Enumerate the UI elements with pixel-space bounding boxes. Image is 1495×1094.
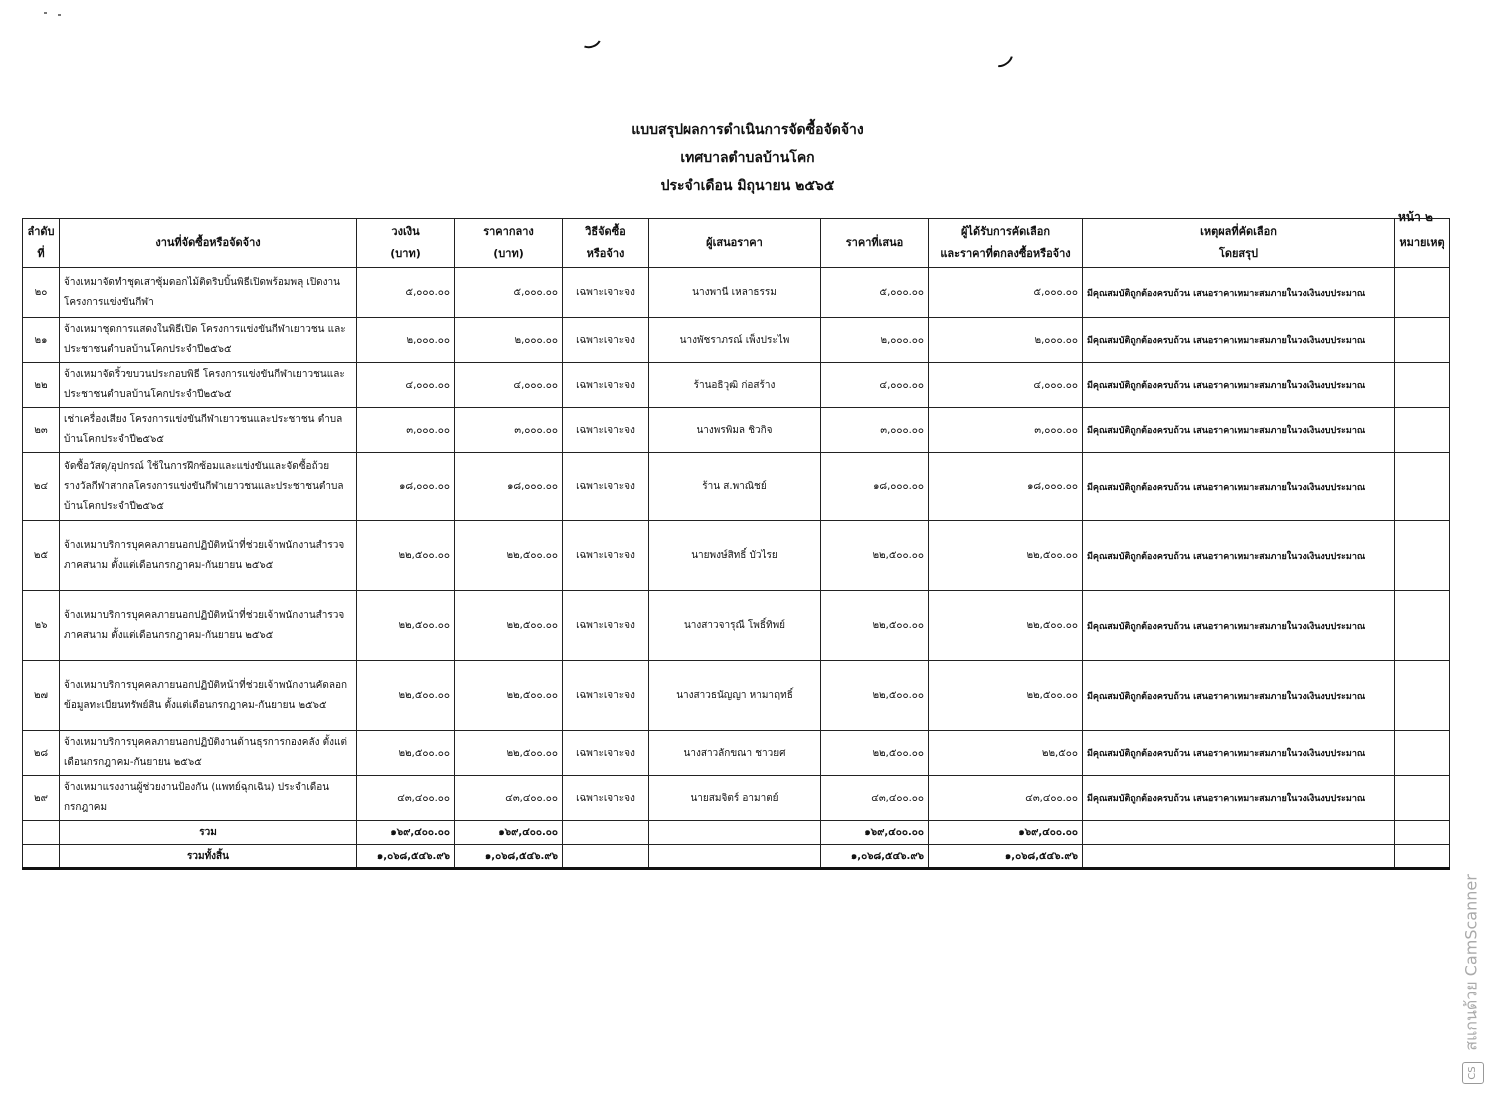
row-budget: ๔,๐๐๐.๐๐: [357, 363, 455, 408]
scan-mark: [987, 43, 1017, 72]
empty-cell: [1395, 845, 1450, 869]
row-bidder: นายสมจิตร์ อามาตย์: [649, 776, 821, 821]
row-agreed-price: ๑๘,๐๐๐.๐๐: [929, 453, 1083, 521]
row-number: ๒๒: [23, 363, 60, 408]
row-remark: [1395, 731, 1450, 776]
table-row: [23, 661, 1450, 731]
row-number: ๒๗: [23, 661, 60, 731]
organization-name: เทศบาลตำบลบ้านโคก: [680, 150, 815, 166]
empty-cell: [563, 821, 649, 845]
row-bidder: นางพัชราภรณ์ เพ็งประไพ: [649, 318, 821, 363]
row-agreed-price: ๒๒,๕๐๐.๐๐: [929, 591, 1083, 661]
row-budget: ๒๒,๕๐๐.๐๐: [357, 731, 455, 776]
row-reason: มีคุณสมบัติถูกต้องครบถ้วน เสนอราคาเหมาะสมภายในวงเงินงบประมาณ: [1083, 776, 1395, 821]
row-work: จ้างเหมาแรงงานผู้ช่วยงานป้องกัน (แพทย์ฉุกเฉิน) ประจำเดือน กรกฎาคม: [60, 776, 357, 821]
grand-total-row: [23, 845, 1450, 869]
row-remark: [1395, 363, 1450, 408]
row-work: เช่าเครื่องเสียง โครงการแข่งขันกีฬาเยาวชนและประชาชน ตำบลบ้านโคกประจำปี๒๕๖๕: [60, 408, 357, 453]
row-offered-price: ๔,๐๐๐.๐๐: [821, 363, 929, 408]
row-agreed-price: ๒,๐๐๐.๐๐: [929, 318, 1083, 363]
row-work: จ้างเหมาจัดริ้วขบวนประกอบพิธี โครงการแข่งขันกีฬาเยาวชนและประชาชนตำบลบ้านโคกประจำปี๒๕๖๕: [60, 363, 357, 408]
row-agreed-price: ๓,๐๐๐.๐๐: [929, 408, 1083, 453]
row-agreed-price: ๒๒,๕๐๐.๐๐: [929, 661, 1083, 731]
column-header-selected: ผู้ได้รับการคัดเลือก และราคาที่ตกลงซื้อหรือจ้าง: [929, 219, 1083, 268]
row-budget: ๒๒,๕๐๐.๐๐: [357, 661, 455, 731]
row-bidder: นางพานี เหลาธรรม: [649, 268, 821, 318]
table-row: [23, 776, 1450, 821]
row-median-price: ๒๒,๕๐๐.๐๐: [455, 731, 563, 776]
row-agreed-price: ๒๒,๕๐๐.๐๐: [929, 521, 1083, 591]
row-method: เฉพาะเจาะจง: [563, 591, 649, 661]
row-bidder: ร้าน ส.พาณิชย์: [649, 453, 821, 521]
table-row: [23, 363, 1450, 408]
row-method: เฉพาะเจาะจง: [563, 318, 649, 363]
row-method: เฉพาะเจาะจง: [563, 521, 649, 591]
row-reason: มีคุณสมบัติถูกต้องครบถ้วน เสนอราคาเหมาะสมภายในวงเงินงบประมาณ: [1083, 453, 1395, 521]
subtotal-median-price: ๑๖๙,๔๐๐.๐๐: [455, 821, 563, 845]
row-budget: ๔๓,๔๐๐.๐๐: [357, 776, 455, 821]
row-median-price: ๒๒,๕๐๐.๐๐: [455, 661, 563, 731]
row-agreed-price: ๒๒,๕๐๐: [929, 731, 1083, 776]
row-method: เฉพาะเจาะจง: [563, 363, 649, 408]
row-method: เฉพาะเจาะจง: [563, 731, 649, 776]
grand-total-agreed-price: ๑,๐๖๘,๕๔๖.๙๖: [929, 845, 1083, 869]
empty-cell: [1083, 821, 1395, 845]
row-bidder: นางสาวจารุณี โพธิ์ทิพย์: [649, 591, 821, 661]
camscanner-logo-icon: CS: [1462, 1062, 1484, 1084]
row-reason: มีคุณสมบัติถูกต้องครบถ้วน เสนอราคาเหมาะสมภายในวงเงินงบประมาณ: [1083, 661, 1395, 731]
row-budget: ๒๒,๕๐๐.๐๐: [357, 591, 455, 661]
row-offered-price: ๓,๐๐๐.๐๐: [821, 408, 929, 453]
document-title: แบบสรุปผลการดำเนินการจัดซื้อจัดจ้าง: [631, 122, 864, 138]
row-work: จ้างเหมาบริการบุคคลภายนอกปฏิบัติหน้าที่ช่วยเจ้าพนักงานสำรวจภาคสนาม ตั้งแต่เดือนกรกฎาคม-กันยายน ๒๕๖๕: [60, 521, 357, 591]
row-remark: [1395, 521, 1450, 591]
row-offered-price: ๕,๐๐๐.๐๐: [821, 268, 929, 318]
row-reason: มีคุณสมบัติถูกต้องครบถ้วน เสนอราคาเหมาะสมภายในวงเงินงบประมาณ: [1083, 268, 1395, 318]
report-period: ประจำเดือน มิถุนายน ๒๕๖๕: [660, 178, 835, 194]
table-row: [23, 408, 1450, 453]
subtotal-budget: ๑๖๙,๔๐๐.๐๐: [357, 821, 455, 845]
row-work: จ้างเหมาบริการบุคคลภายนอกปฏิบัติงานด้านธุรการกองคลัง ตั้งแต่เดือนกรกฎาคม-กันยายน ๒๕๖๕: [60, 731, 357, 776]
row-work: จ้างเหมาชุดการแสดงในพิธีเปิด โครงการแข่งขันกีฬาเยาวชน และประชาชนตำบลบ้านโคกประจำปี๒๕๖๕: [60, 318, 357, 363]
grand-total-offered-price: ๑,๐๖๘,๕๔๖.๙๖: [821, 845, 929, 869]
column-header-budget: วงเงิน (บาท): [357, 219, 455, 268]
row-bidder: นางสาวธนัญญา หามาฤทธิ์: [649, 661, 821, 731]
row-bidder: นางพรพิมล ชิวกิจ: [649, 408, 821, 453]
row-method: เฉพาะเจาะจง: [563, 408, 649, 453]
row-number: ๒๕: [23, 521, 60, 591]
subtotal-row: [23, 821, 1450, 845]
row-budget: ๕,๐๐๐.๐๐: [357, 268, 455, 318]
scan-speck: [44, 12, 47, 14]
row-remark: [1395, 318, 1450, 363]
row-agreed-price: ๔๓,๔๐๐.๐๐: [929, 776, 1083, 821]
subtotal-offered-price: ๑๖๙,๔๐๐.๐๐: [821, 821, 929, 845]
grand-total-label: รวมทั้งสิ้น: [60, 845, 357, 869]
row-budget: ๑๘,๐๐๐.๐๐: [357, 453, 455, 521]
row-number: ๒๖: [23, 591, 60, 661]
page-number: หน้า ๒: [1398, 210, 1433, 224]
row-offered-price: ๒๒,๕๐๐.๐๐: [821, 521, 929, 591]
row-number: ๒๔: [23, 453, 60, 521]
scanner-watermark-text: สแกนด้วย CamScanner: [1461, 874, 1481, 1051]
table-row: [23, 591, 1450, 661]
procurement-table: [22, 218, 1450, 870]
row-remark: [1395, 453, 1450, 521]
grand-total-median-price: ๑,๐๖๘,๕๔๖.๙๖: [455, 845, 563, 869]
table-header-row: [23, 219, 1450, 268]
row-work: จ้างเหมาบริการบุคคลภายนอกปฏิบัติหน้าที่ช่วยเจ้าพนักงานสำรวจภาคสนาม ตั้งแต่เดือนกรกฎาคม-กันยายน ๒๕๖๕: [60, 591, 357, 661]
empty-cell: [649, 845, 821, 869]
row-remark: [1395, 591, 1450, 661]
column-header-no: ลำดับ ที่: [23, 219, 60, 268]
row-number: ๒๘: [23, 731, 60, 776]
empty-cell: [23, 821, 60, 845]
row-offered-price: ๑๘,๐๐๐.๐๐: [821, 453, 929, 521]
subtotal-label: รวม: [60, 821, 357, 845]
row-agreed-price: ๔,๐๐๐.๐๐: [929, 363, 1083, 408]
row-method: เฉพาะเจาะจง: [563, 661, 649, 731]
row-median-price: ๒๒,๕๐๐.๐๐: [455, 591, 563, 661]
row-remark: [1395, 268, 1450, 318]
row-median-price: ๓,๐๐๐.๐๐: [455, 408, 563, 453]
table-row: [23, 268, 1450, 318]
empty-cell: [1083, 845, 1395, 869]
row-budget: ๒๒,๕๐๐.๐๐: [357, 521, 455, 591]
scan-speck: [58, 14, 61, 16]
row-offered-price: ๒๒,๕๐๐.๐๐: [821, 591, 929, 661]
row-reason: มีคุณสมบัติถูกต้องครบถ้วน เสนอราคาเหมาะสมภายในวงเงินงบประมาณ: [1083, 408, 1395, 453]
column-header-median-price: ราคากลาง (บาท): [455, 219, 563, 268]
row-median-price: ๕,๐๐๐.๐๐: [455, 268, 563, 318]
row-offered-price: ๒๒,๕๐๐.๐๐: [821, 661, 929, 731]
empty-cell: [1395, 821, 1450, 845]
row-offered-price: ๔๓,๔๐๐.๐๐: [821, 776, 929, 821]
row-reason: มีคุณสมบัติถูกต้องครบถ้วน เสนอราคาเหมาะสมภายในวงเงินงบประมาณ: [1083, 363, 1395, 408]
column-header-reason: เหตุผลที่คัดเลือก โดยสรุป: [1083, 219, 1395, 268]
row-median-price: ๔,๐๐๐.๐๐: [455, 363, 563, 408]
row-reason: มีคุณสมบัติถูกต้องครบถ้วน เสนอราคาเหมาะสมภายในวงเงินงบประมาณ: [1083, 591, 1395, 661]
row-number: ๒๓: [23, 408, 60, 453]
row-offered-price: ๒๒,๕๐๐.๐๐: [821, 731, 929, 776]
row-number: ๒๙: [23, 776, 60, 821]
row-bidder: นายพงษ์สิทธิ์ บัวไรย: [649, 521, 821, 591]
row-remark: [1395, 776, 1450, 821]
row-bidder: ร้านอธิวุฒิ ก่อสร้าง: [649, 363, 821, 408]
subtotal-agreed-price: ๑๖๙,๔๐๐.๐๐: [929, 821, 1083, 845]
row-work: จัดซื้อวัสดุ/อุปกรณ์ ใช้ในการฝึกซ้อมและแข่งขันและจัดซื้อถ้วยรางวัลกีฬาสากลโครงการแข่งขันกีฬาเยาวชนและประชาชนตำบลบ้านโคกประจำปี๒๕๖๕: [60, 453, 357, 521]
row-bidder: นางสาวลักขณา ชาวยศ: [649, 731, 821, 776]
row-agreed-price: ๕,๐๐๐.๐๐: [929, 268, 1083, 318]
document-header: [0, 116, 1495, 200]
column-header-offered-price: ราคาที่เสนอ: [821, 219, 929, 268]
row-reason: มีคุณสมบัติถูกต้องครบถ้วน เสนอราคาเหมาะสมภายในวงเงินงบประมาณ: [1083, 318, 1395, 363]
table-row: [23, 453, 1450, 521]
row-median-price: ๒,๐๐๐.๐๐: [455, 318, 563, 363]
column-header-remark: หมายเหตุ: [1395, 219, 1450, 268]
grand-total-budget: ๑,๐๖๘,๕๔๖.๙๖: [357, 845, 455, 869]
row-reason: มีคุณสมบัติถูกต้องครบถ้วน เสนอราคาเหมาะสมภายในวงเงินงบประมาณ: [1083, 521, 1395, 591]
column-header-method: วิธีจัดซื้อ หรือจ้าง: [563, 219, 649, 268]
row-number: ๒๑: [23, 318, 60, 363]
row-work: จ้างเหมาจัดทำชุดเสาซุ้มดอกไม้ติดริบบิ้นพิธีเปิดพร้อมพลุ เปิดงานโครงการแข่งขันกีฬา: [60, 268, 357, 318]
row-remark: [1395, 408, 1450, 453]
row-median-price: ๑๘,๐๐๐.๐๐: [455, 453, 563, 521]
table-row: [23, 318, 1450, 363]
table-row: [23, 731, 1450, 776]
row-offered-price: ๒,๐๐๐.๐๐: [821, 318, 929, 363]
empty-cell: [23, 845, 60, 869]
row-remark: [1395, 661, 1450, 731]
empty-cell: [649, 821, 821, 845]
table-row: [23, 521, 1450, 591]
empty-cell: [563, 845, 649, 869]
scan-mark: [575, 24, 604, 51]
row-number: ๒๐: [23, 268, 60, 318]
row-budget: ๒,๐๐๐.๐๐: [357, 318, 455, 363]
row-reason: มีคุณสมบัติถูกต้องครบถ้วน เสนอราคาเหมาะสมภายในวงเงินงบประมาณ: [1083, 731, 1395, 776]
row-method: เฉพาะเจาะจง: [563, 268, 649, 318]
row-median-price: ๔๓,๔๐๐.๐๐: [455, 776, 563, 821]
row-method: เฉพาะเจาะจง: [563, 776, 649, 821]
column-header-work: งานที่จัดซื้อหรือจัดจ้าง: [60, 219, 357, 268]
row-work: จ้างเหมาบริการบุคคลภายนอกปฏิบัติหน้าที่ช่วยเจ้าพนักงานคัดลอกข้อมูลทะเบียนทรัพย์สิน ตั้งแต่เดือนกรกฎาคม-กันยายน ๒๕๖๕: [60, 661, 357, 731]
column-header-bidder: ผู้เสนอราคา: [649, 219, 821, 268]
row-budget: ๓,๐๐๐.๐๐: [357, 408, 455, 453]
row-method: เฉพาะเจาะจง: [563, 453, 649, 521]
row-median-price: ๒๒,๕๐๐.๐๐: [455, 521, 563, 591]
